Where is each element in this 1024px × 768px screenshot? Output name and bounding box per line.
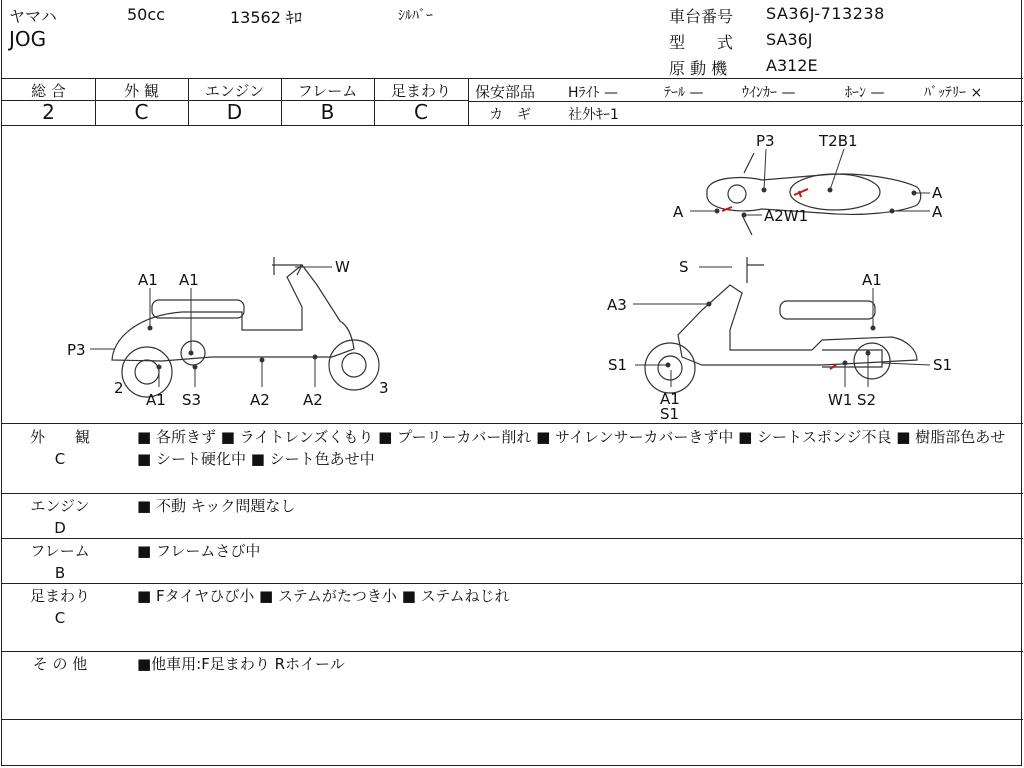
divider	[2, 719, 1023, 720]
safety-title: 保安部品	[475, 83, 536, 101]
divider	[2, 538, 1023, 539]
section-text-frame: ■ フレームさび中	[137, 542, 261, 560]
diagram-label: S1	[608, 356, 628, 374]
section-text-engine: ■ 不動 キック問題なし	[137, 497, 296, 515]
diagram-label: A2W1	[764, 207, 809, 225]
diagram-label: A3	[607, 296, 627, 314]
safety-item-status: —	[689, 85, 704, 101]
diagram-label: P3	[67, 341, 86, 359]
chassis-number: SA36J-713238	[766, 4, 885, 23]
inspection-sheet	[1, 0, 1022, 766]
safety-item-status: —	[781, 85, 796, 101]
grade-header-engine: エンジン	[204, 82, 265, 100]
engine-value: A312E	[766, 56, 818, 75]
diagram-label: S1	[660, 405, 680, 423]
safety-item-tail	[664, 82, 703, 102]
type-value: SA36J	[766, 30, 813, 49]
diagram-label: W1	[828, 391, 853, 409]
diagram-label: A2	[303, 391, 323, 409]
safety-item-horn	[845, 82, 884, 102]
section-text-other: ■他車用:F足まわり Rホイール	[137, 655, 345, 673]
grade-engine: D	[226, 100, 243, 124]
divider	[2, 423, 1023, 424]
key-value: 社外ｷｰ1	[568, 107, 619, 123]
scooter-top-view	[707, 153, 921, 235]
grade-header-suspension: 足まわり	[390, 82, 451, 100]
engine-label: 原 動 機	[669, 59, 728, 78]
displacement: 50cc	[127, 5, 165, 24]
diagram-label: S2	[857, 391, 877, 409]
diagram-label: A1	[862, 271, 882, 289]
divider	[2, 78, 1023, 79]
safety-item-label: ﾊﾞｯﾃﾘｰ	[924, 85, 966, 101]
grade-overall: 2	[42, 100, 55, 124]
section-text-suspension: ■ Fタイヤひび小 ■ ステムがたつき小 ■ ステムねじれ	[137, 587, 510, 605]
chassis-label: 車台番号	[669, 7, 734, 26]
section-label-exterior: 外 観 C	[29, 428, 90, 468]
section-label-frame: フレーム B	[30, 542, 90, 582]
diagram-label: A2	[250, 391, 270, 409]
diagram-label: T2B1	[819, 132, 858, 150]
diagram-label: A1	[146, 391, 166, 409]
divider	[2, 493, 1023, 494]
grade-header-overall: 総 合	[31, 82, 66, 100]
diagram-label: A1	[179, 271, 199, 289]
grade-header-frame: フレーム	[297, 82, 358, 100]
diagram-label: 2	[114, 379, 124, 397]
scooter-diagram	[2, 125, 1023, 423]
safety-item-label: ﾃｰﾙ	[664, 85, 685, 101]
grade-exterior: C	[134, 100, 149, 124]
grade-header-exterior: 外 観	[124, 82, 159, 100]
key-label: カ ギ	[489, 107, 531, 123]
safety-item-battery	[924, 82, 982, 102]
diagram-label: A	[932, 184, 943, 202]
grade-frame: B	[320, 100, 335, 124]
diagram-label: W	[335, 258, 350, 276]
safety-item-status: —	[603, 85, 618, 101]
diagram-label: 3	[379, 379, 389, 397]
model-name: JOG	[9, 27, 47, 51]
diagram-label: P3	[756, 132, 775, 150]
diagram-label: S3	[182, 391, 202, 409]
safety-item-label: ﾎｰﾝ	[845, 85, 866, 101]
section-text-exterior: ■ 各所きず ■ ライトレンズくもり ■ プーリーカバー削れ ■ サイレンサーカバーきず中 ■ シートスポンジ不良 ■ 樹脂部色あせ ■ シート硬化中 ■ シート色あせ中	[137, 428, 1006, 468]
safety-item-winker	[742, 82, 795, 102]
divider	[2, 651, 1023, 652]
diagram-label: A1	[138, 271, 158, 289]
diagram-label: A	[932, 203, 943, 221]
diagram-label: S1	[933, 356, 953, 374]
section-label-engine: エンジン D	[30, 497, 90, 537]
safety-item-headlight	[568, 82, 618, 102]
safety-item-label: Hﾗｲﾄ	[568, 85, 600, 101]
maker: ヤマハ	[9, 7, 57, 26]
diagram-label: A1	[660, 390, 680, 408]
diagram-label: A	[673, 203, 684, 221]
type-label: 型 式	[669, 33, 734, 52]
body-color: ｼﾙﾊﾞｰ	[398, 8, 433, 24]
safety-item-label: ｳｲﾝｶｰ	[742, 85, 777, 101]
divider	[2, 583, 1023, 584]
safety-item-status: ×	[970, 85, 983, 101]
section-label-other: そ の 他	[32, 655, 88, 673]
mileage: 13562 ｷﾛ	[230, 8, 302, 27]
diagram-label: S	[679, 258, 689, 276]
safety-item-status: —	[870, 85, 885, 101]
section-label-suspension: 足まわり C	[29, 587, 90, 627]
grade-suspension: C	[414, 100, 428, 124]
